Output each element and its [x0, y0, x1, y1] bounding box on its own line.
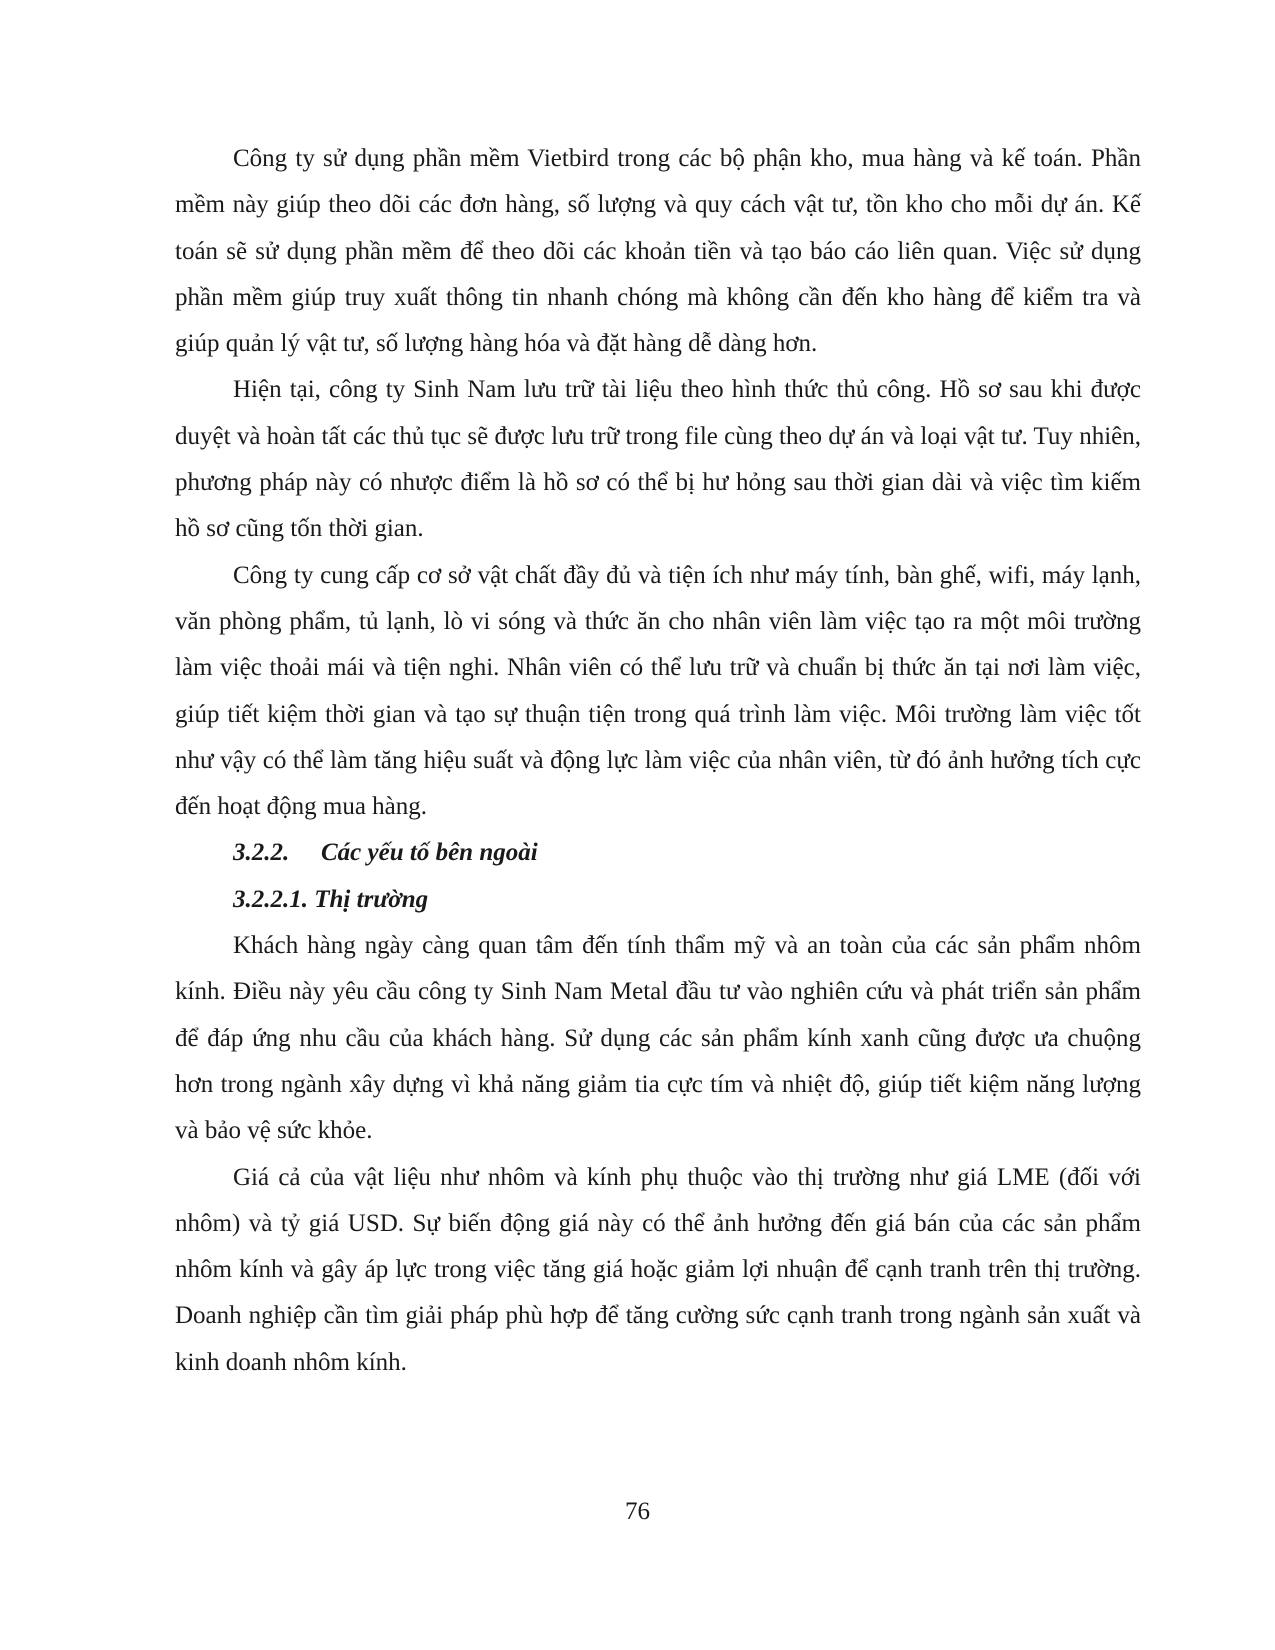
paragraph-material-prices: Giá cả của vật liệu như nhôm và kính phụ thuộc vào thị trường như giá LME (đối với nhôm) và tỷ giá USD. Sự biến động giá này có thể ảnh hưởng đến giá bán của các sản phẩm nhôm kính và gây áp lực trong việc tăng giá hoặc giảm lợi nhuận để cạnh tranh trên thị trường. Doanh nghiệp cần tìm giải pháp phù hợp để tăng cường sức cạnh tranh trong ngành sản xuất và kinh doanh nhôm kính. [175, 1163, 1141, 1376]
page-number: 76 [625, 1498, 650, 1525]
page-content [175, 136, 1141, 1386]
subsection-heading: 3.2.2.1. Thị trường [233, 885, 429, 913]
paragraph-customers: Khách hàng ngày càng quan tâm đến tính thẩm mỹ và an toàn của các sản phẩm nhôm kính. Điều này yêu cầu công ty Sinh Nam Metal đầu tư vào nghiên cứu và phát triển sản phẩm để đáp ứng nhu cầu của khách hàng. Sử dụng các sản phẩm kính xanh cũng được ưa chuộng hơn trong ngành xây dựng vì khả năng giảm tia cực tím và nhiệt độ, giúp tiết kiệm năng lượng và bảo vệ sức khỏe. [175, 932, 1141, 1145]
section-heading [175, 830, 1141, 876]
section-title: Các yếu tố bên ngoài [321, 839, 538, 867]
paragraph-document-storage: Hiện tại, công ty Sinh Nam lưu trữ tài liệu theo hình thức thủ công. Hồ sơ sau khi được duyệt và hoàn tất các thủ tục sẽ được lưu trữ trong file cùng theo dự án và loại vật tư. Tuy nhiên, phương pháp này có nhược điểm là hồ sơ có thể bị hư hỏng sau thời gian dài và việc tìm kiếm hồ sơ cũng tốn thời gian. [175, 376, 1141, 543]
paragraph-facilities: Công ty cung cấp cơ sở vật chất đầy đủ và tiện ích như máy tính, bàn ghế, wifi, máy lạnh, văn phòng phẩm, tủ lạnh, lò vi sóng và thức ăn cho nhân viên làm việc tạo ra một môi trường làm việc thoải mái và tiện nghi. Nhân viên có thể lưu trữ và chuẩn bị thức ăn tại nơi làm việc, giúp tiết kiệm thời gian và tạo sự thuận tiện trong quá trình làm việc. Môi trường làm việc tốt như vậy có thể làm tăng hiệu suất và động lực làm việc của nhân viên, từ đó ảnh hưởng tích cực đến hoạt động mua hàng. [175, 561, 1141, 821]
paragraph-software: Công ty sử dụng phần mềm Vietbird trong các bộ phận kho, mua hàng và kế toán. Phần mềm này giúp theo dõi các đơn hàng, số lượng và quy cách vật tư, tồn kho cho mỗi dự án. Kế toán sẽ sử dụng phần mềm để theo dõi các khoản tiền và tạo báo cáo liên quan. Việc sử dụng phần mềm giúp truy xuất thông tin nhanh chóng mà không cần đến kho hàng để kiểm tra và giúp quản lý vật tư, số lượng hàng hóa và đặt hàng dễ dàng hơn. [175, 145, 1141, 358]
section-number: 3.2.2. [233, 839, 290, 867]
